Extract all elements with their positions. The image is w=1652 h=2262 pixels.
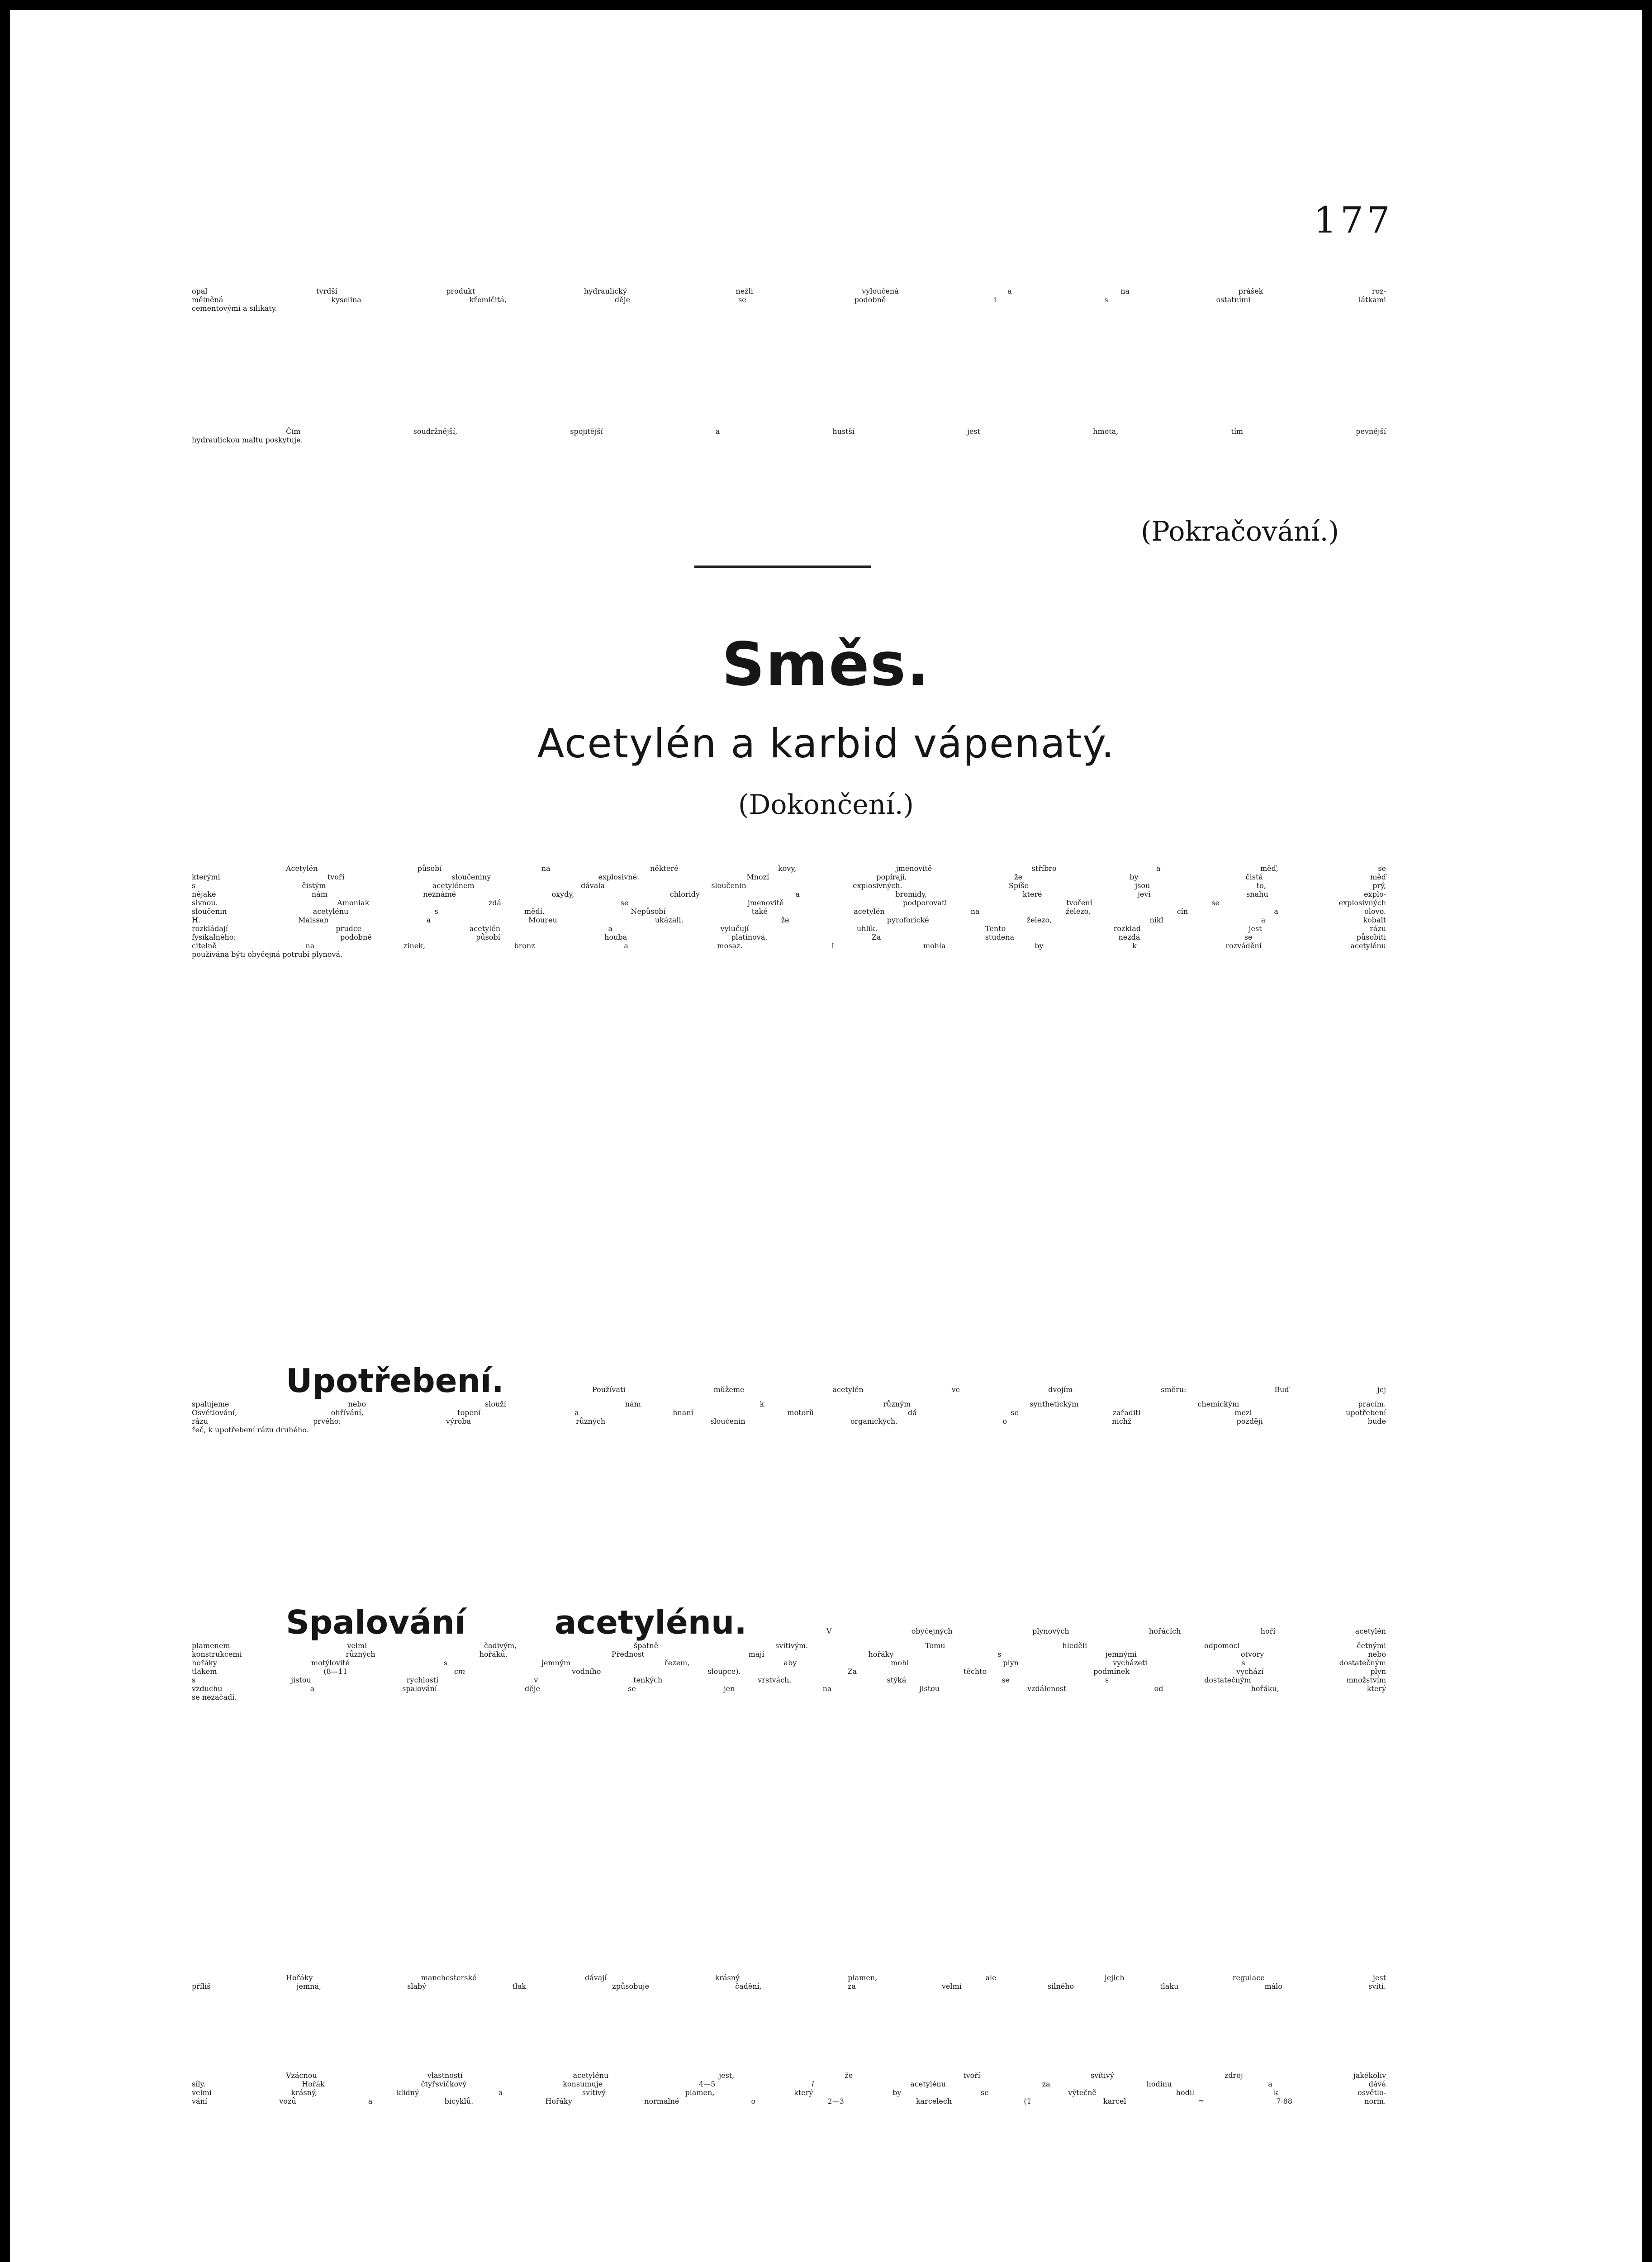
text-line: Acetylén působí na některé kovy, jmenovitě stříbro a měď, se [286, 864, 1386, 873]
intro-paragraph-2 [192, 427, 1386, 444]
text-line: opal tvrdší produkt hydraulický nežli vyloučená a na prášek roz- [192, 287, 1386, 295]
text-line: tlakem (8—11 cm vodního sloupce). Za těchto podmínek vychází plyn [192, 1667, 1386, 1676]
text-line: rozkládají prudce acetylén a vylučují uhlík. Tento rozklad jest rázu [192, 924, 1386, 933]
text-line: Upotřebení. Používati můžeme acetylén ve dvojím směru: Buď jej [286, 1362, 1386, 1400]
body-paragraph-4 [192, 1973, 1386, 1991]
text-line: fysikalného; podobně působí houba platinová. Za studena nezdá se působiti [192, 933, 1386, 941]
text-line: rázu prvého; výroba různých sloučenin organických, o nichž později bude [192, 1417, 1386, 1426]
text-line: řeč, k upotřebení rázu druhého. [192, 1426, 309, 1434]
section-title: Směs. [722, 630, 930, 699]
unit-cm: cm [454, 1667, 465, 1676]
separator-rule [694, 566, 871, 568]
text-line: nějaké nám neznámé oxydy, chloridy a bromidy, které jeví snahu explo- [192, 890, 1386, 898]
paragraph-lead: Spalování acetylénu. [286, 1603, 747, 1641]
text-line: citelně na zinek, bronz a mosaz. I mohla by k rozvádění acetylénu [192, 941, 1386, 950]
continued-note: (Pokračování.) [1141, 516, 1339, 547]
text-line: síly. Hořák čtyřsvíčkový konsumuje 4—5 l acetylénu za hodinu a dává [192, 2080, 1386, 2088]
text-line: spalujeme nebo slouží nám k různým synthetickým chemickým pracím. [192, 1400, 1386, 1408]
text-line: sloučenin acetylénu s mědí. Nepůsobí také acetylén na železo, cín a olovo. [192, 907, 1386, 916]
text-line: Osvětlování, ohřívání, topení a hnaní motorů dá se zařaditi mezi upotřebení [192, 1408, 1386, 1417]
text-line: s jistou rychlostí v tenkých vrstvách, stýká se s dostatečným množstvím [192, 1676, 1386, 1684]
text-line: velmi krásný, klidný a svítivý plamen, který by se výtečně hodil k osvětlo- [192, 2088, 1386, 2097]
text-line: konstrukcemi různých hořáků. Přednost mají hořáky s jemnými otvory nebo [192, 1650, 1386, 1658]
intro-paragraph-1 [192, 287, 1386, 313]
body-paragraph-5 [192, 2071, 1386, 2105]
text-line: Čím soudržnější, spojitější a hustší jest hmota, tím pevnější [286, 427, 1386, 436]
text-line: kterými tvoří sloučeniny explosivné. Mnozí popírají, že by čistá měď [192, 873, 1386, 881]
text-line: vzduchu a spalování děje se jen na jistou vzdálenost od hořáku, který [192, 1684, 1386, 1693]
unit-l: l [812, 2080, 814, 2088]
text-line: Vzácnou vlastností acetylénu jest, že tvoří svítivý zdroj jakékoliv [286, 2071, 1386, 2080]
text-line: cementovými a silikaty. [192, 304, 277, 313]
text-line: hydraulickou maltu poskytuje. [192, 436, 303, 444]
body-paragraph-3 [192, 1603, 1386, 1701]
text-line: se nezačadí. [192, 1693, 237, 1701]
page-number: 177 [1314, 199, 1394, 241]
text-line: plamenem velmi čadivým, špatně svítivým. Tomu hleděli odpomoci četnými [192, 1641, 1386, 1650]
section-note: (Dokončení.) [738, 789, 914, 821]
text-line: vání vozů a bicyklů. Hořáky normalné o 2—3 karcelech (1 karcel = 7·88 norm. [192, 2097, 1386, 2105]
paragraph-lead: Upotřebení. [286, 1362, 504, 1400]
text-line: H. Maissan a Moureu ukázali, že pyroforické železo, nikl a kobalt [192, 916, 1386, 924]
body-paragraph-1 [192, 864, 1386, 959]
text-line: Spalování acetylénu. V obyčejných plynových hořácích hoří acetylén [286, 1603, 1386, 1641]
text-line: příliš jemná, slabý tlak způsobuje čadění, za velmi silného tlaku málo svítí. [192, 1982, 1386, 1991]
text-line: používána býti obyčejná potrubí plynová. [192, 950, 343, 959]
text-line: Hořáky manchesterské dávají krásný plamen, ale jejich regulace jest [286, 1973, 1386, 1982]
body-paragraph-2 [192, 1362, 1386, 1434]
section-subtitle: Acetylén a karbid vápenatý. [537, 720, 1115, 767]
page [10, 10, 1642, 2262]
text-line: sivnou. Amoniak zdá se jmenovitě podporovati tvoření se explosivných [192, 898, 1386, 907]
text-line: s čistým acetylénem dávala sloučenin explosivných. Spíše jsou to, prý, [192, 881, 1386, 890]
text-line: mělněná kyselina křemičitá, děje se podobně i s ostatními látkami [192, 295, 1386, 304]
text-line: hořáky motýlovité s jemným řezem, aby mohl plyn vycházeti s dostatečným [192, 1658, 1386, 1667]
